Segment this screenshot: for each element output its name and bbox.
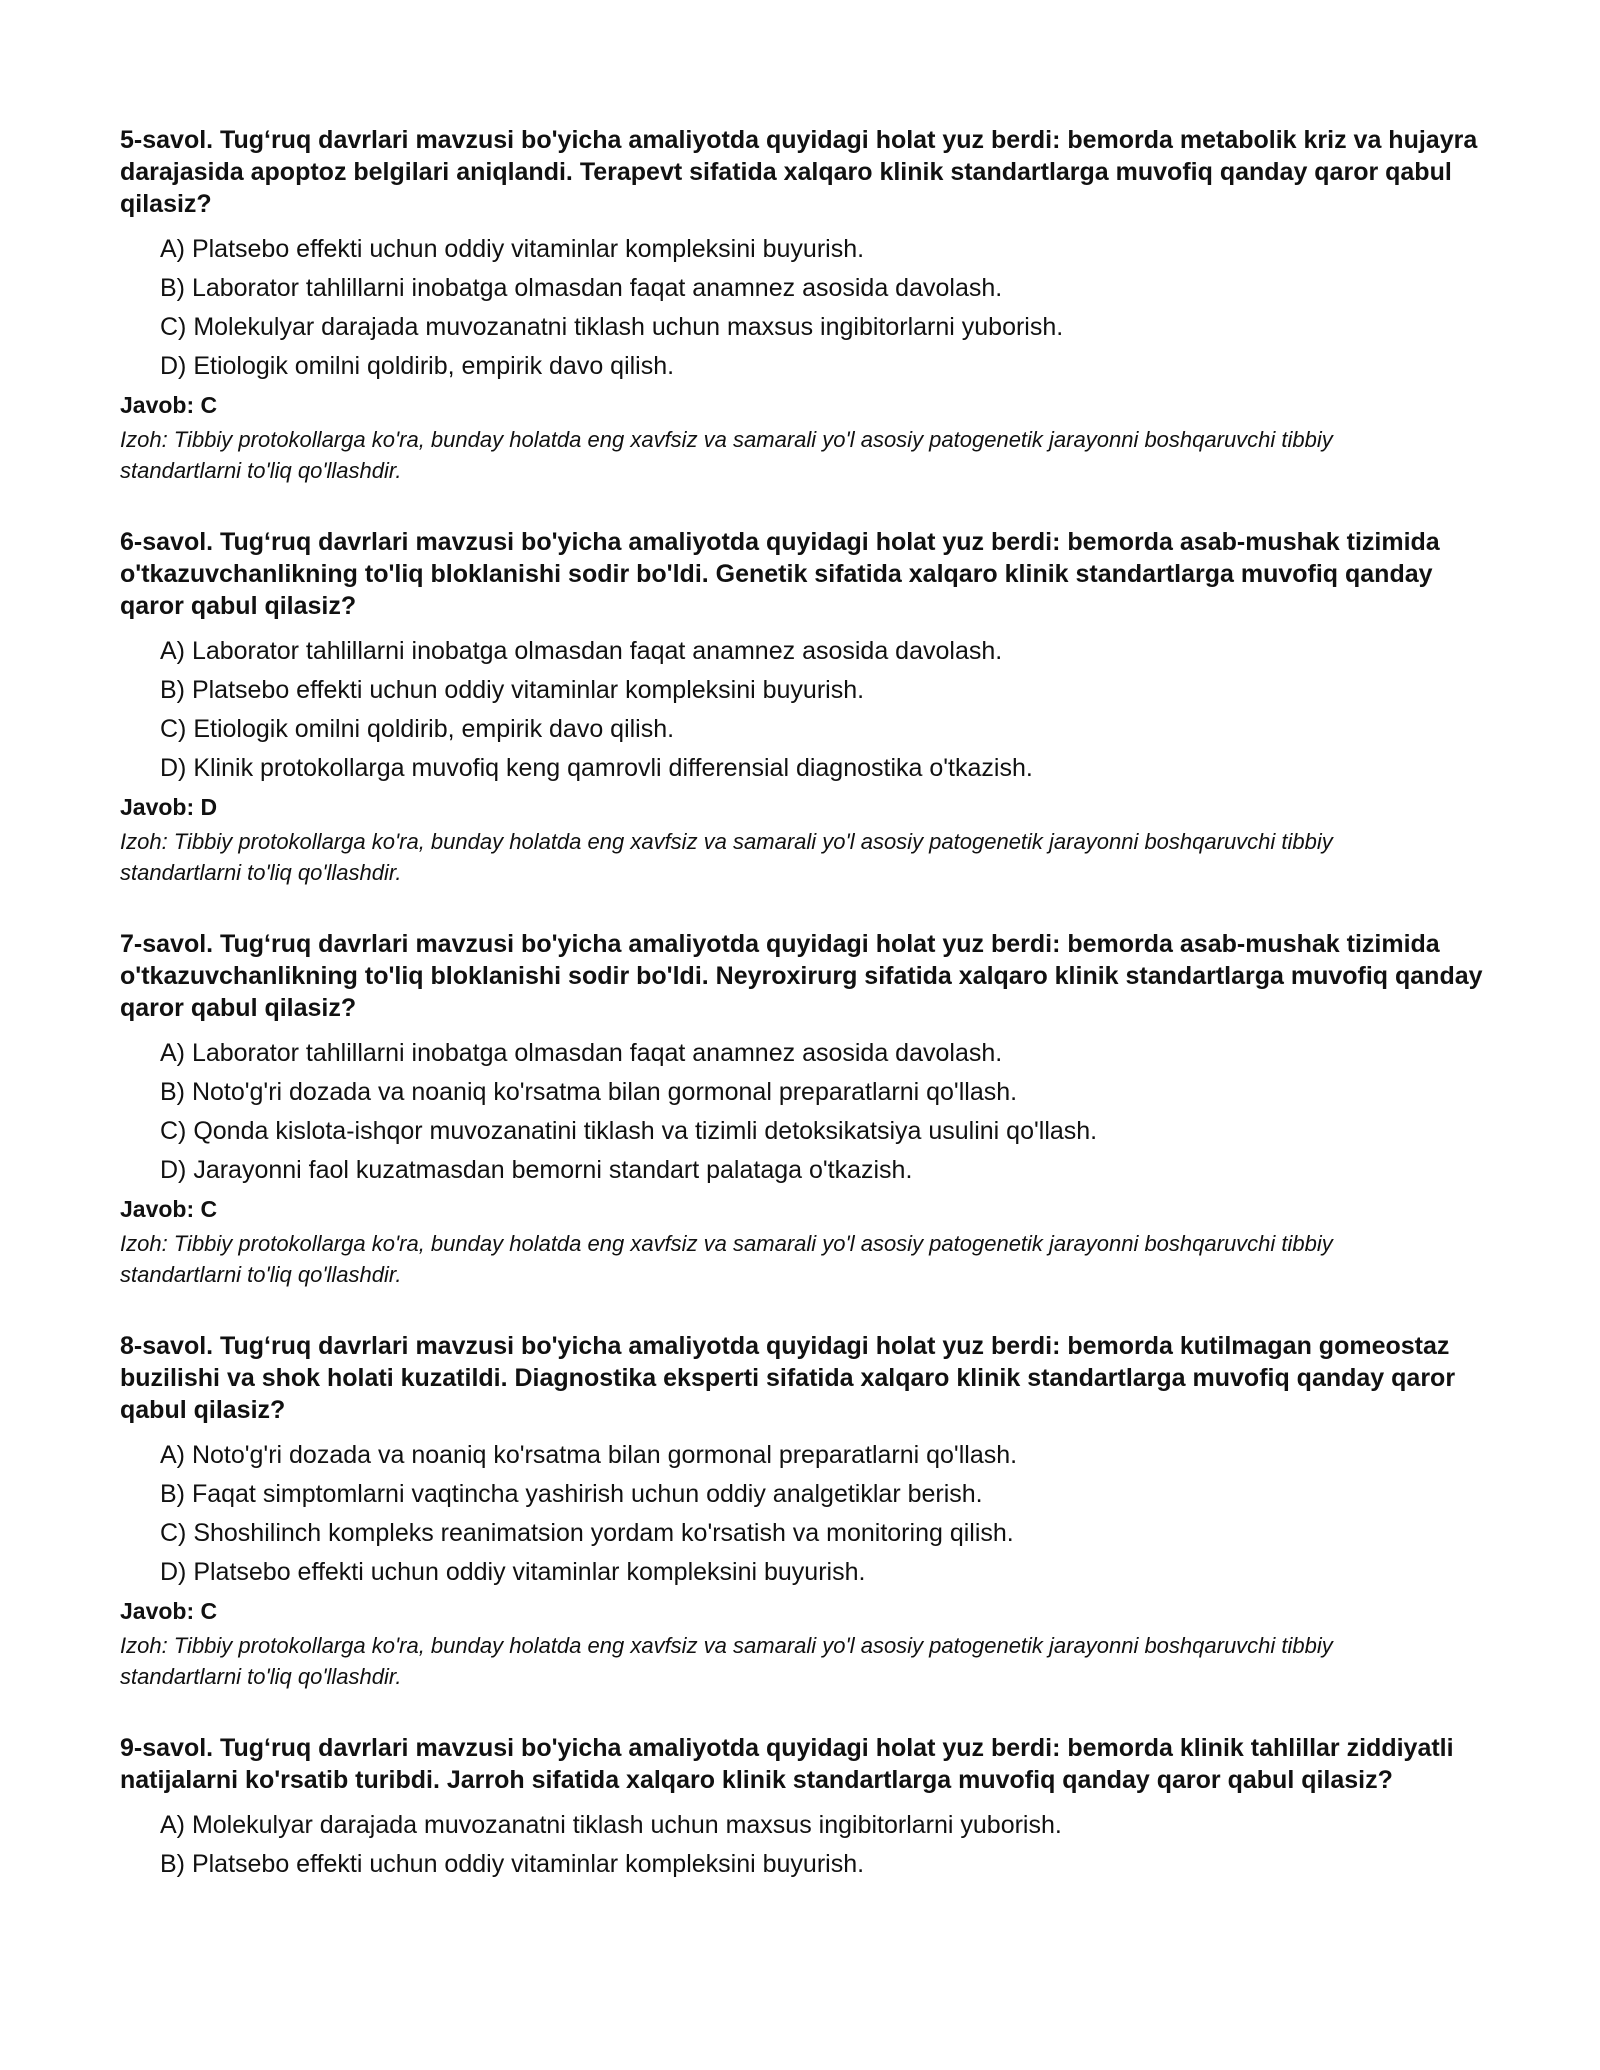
answer-label: Javob: C xyxy=(120,1598,218,1624)
option-b: B) Faqat simptomlarni vaqtincha yashirish uchun oddiy analgetiklar berish. xyxy=(160,1480,983,1508)
question-block xyxy=(120,124,1490,486)
question-block xyxy=(120,928,1490,1290)
option-list xyxy=(120,234,1490,381)
option-c: C) Shoshilinch kompleks reanimatsion yordam ko'rsatish va monitoring qilish. xyxy=(160,1519,1014,1547)
option-a: A) Laborator tahlillarni inobatga olmasdan faqat anamnez asosida davolash. xyxy=(160,1039,1003,1067)
option-list xyxy=(120,1038,1490,1185)
option-a: A) Noto'g'ri dozada va noaniq ko'rsatma bilan gormonal preparatlarni qo'llash. xyxy=(160,1441,1018,1469)
answer-label: Javob: C xyxy=(120,392,218,418)
option-c: C) Etiologik omilni qoldirib, empirik davo qilish. xyxy=(160,715,675,743)
option-b: B) Platsebo effekti uchun oddiy vitaminlar kompleksini buyurish. xyxy=(160,1850,865,1878)
question-text: 7-savol. Tug‘ruq davrlari mavzusi bo'yicha amaliyotda quyidagi holat yuz berdi: bemorda asab-mushak tizimida o'tkazuvchanlikning to'liq bloklanishi sodir bo'ldi. Neyroxirurg sifatida xalqaro klinik standartlarga muvofiq qanday qaror qabul qilasiz? xyxy=(120,930,1483,1022)
explanation-note: Izoh: Tibbiy protokollarga ko'ra, bunday holatda eng xavfsiz va samarali yo'l asosiy patogenetik jarayonni boshqaruvchi tibbiy standartlarni to'liq qo'llashdir. xyxy=(120,829,1333,885)
question-block xyxy=(120,1732,1490,1879)
question-text: 6-savol. Tug‘ruq davrlari mavzusi bo'yicha amaliyotda quyidagi holat yuz berdi: bemorda asab-mushak tizimida o'tkazuvchanlikning to'liq bloklanishi sodir bo'ldi. Genetik sifatida xalqaro klinik standartlarga muvofiq qanday qaror qabul qilasiz? xyxy=(120,528,1440,620)
document-page xyxy=(120,124,1490,1919)
option-list xyxy=(120,1440,1490,1587)
option-a: A) Platsebo effekti uchun oddiy vitaminlar kompleksini buyurish. xyxy=(160,235,865,263)
option-b: B) Platsebo effekti uchun oddiy vitaminlar kompleksini buyurish. xyxy=(160,676,865,704)
answer-label: Javob: C xyxy=(120,1196,218,1222)
option-d: D) Platsebo effekti uchun oddiy vitaminlar kompleksini buyurish. xyxy=(160,1558,866,1586)
option-d: D) Etiologik omilni qoldirib, empirik davo qilish. xyxy=(160,352,675,380)
option-d: D) Jarayonni faol kuzatmasdan bemorni standart palataga o'tkazish. xyxy=(160,1156,913,1184)
option-list xyxy=(120,1810,1490,1879)
explanation-note: Izoh: Tibbiy protokollarga ko'ra, bunday holatda eng xavfsiz va samarali yo'l asosiy patogenetik jarayonni boshqaruvchi tibbiy standartlarni to'liq qo'llashdir. xyxy=(120,427,1333,483)
option-d: D) Klinik protokollarga muvofiq keng qamrovli differensial diagnostika o'tkazish. xyxy=(160,754,1033,782)
explanation-note: Izoh: Tibbiy protokollarga ko'ra, bunday holatda eng xavfsiz va samarali yo'l asosiy patogenetik jarayonni boshqaruvchi tibbiy standartlarni to'liq qo'llashdir. xyxy=(120,1633,1333,1689)
option-c: C) Molekulyar darajada muvozanatni tiklash uchun maxsus ingibitorlarni yuborish. xyxy=(160,313,1064,341)
option-b: B) Noto'g'ri dozada va noaniq ko'rsatma bilan gormonal preparatlarni qo'llash. xyxy=(160,1078,1018,1106)
option-list xyxy=(120,636,1490,783)
question-block xyxy=(120,526,1490,888)
answer-label: Javob: D xyxy=(120,794,218,820)
explanation-note: Izoh: Tibbiy protokollarga ko'ra, bunday holatda eng xavfsiz va samarali yo'l asosiy patogenetik jarayonni boshqaruvchi tibbiy standartlarni to'liq qo'llashdir. xyxy=(120,1231,1333,1287)
option-a: A) Molekulyar darajada muvozanatni tiklash uchun maxsus ingibitorlarni yuborish. xyxy=(160,1811,1062,1839)
question-text: 5-savol. Tug‘ruq davrlari mavzusi bo'yicha amaliyotda quyidagi holat yuz berdi: bemorda metabolik kriz va hujayra darajasida apoptoz belgilari aniqlandi. Terapevt sifatida xalqaro klinik standartlarga muvofiq qanday qaror qabul qilasiz? xyxy=(120,126,1478,218)
question-block xyxy=(120,1330,1490,1692)
option-b: B) Laborator tahlillarni inobatga olmasdan faqat anamnez asosida davolash. xyxy=(160,274,1003,302)
question-text: 9-savol. Tug‘ruq davrlari mavzusi bo'yicha amaliyotda quyidagi holat yuz berdi: bemorda klinik tahlillar ziddiyatli natijalarni ko'rsatib turibdi. Jarroh sifatida xalqaro klinik standartlarga muvofiq qanday qaror qabul qilasiz? xyxy=(120,1734,1454,1794)
question-text: 8-savol. Tug‘ruq davrlari mavzusi bo'yicha amaliyotda quyidagi holat yuz berdi: bemorda kutilmagan gomeostaz buzilishi va shok holati kuzatildi. Diagnostika eksperti sifatida xalqaro klinik standartlarga muvofiq qanday qaror qabul qilasiz? xyxy=(120,1332,1456,1424)
option-c: C) Qonda kislota-ishqor muvozanatini tiklash va tizimli detoksikatsiya usulini qo'llash. xyxy=(160,1117,1098,1145)
option-a: A) Laborator tahlillarni inobatga olmasdan faqat anamnez asosida davolash. xyxy=(160,637,1003,665)
